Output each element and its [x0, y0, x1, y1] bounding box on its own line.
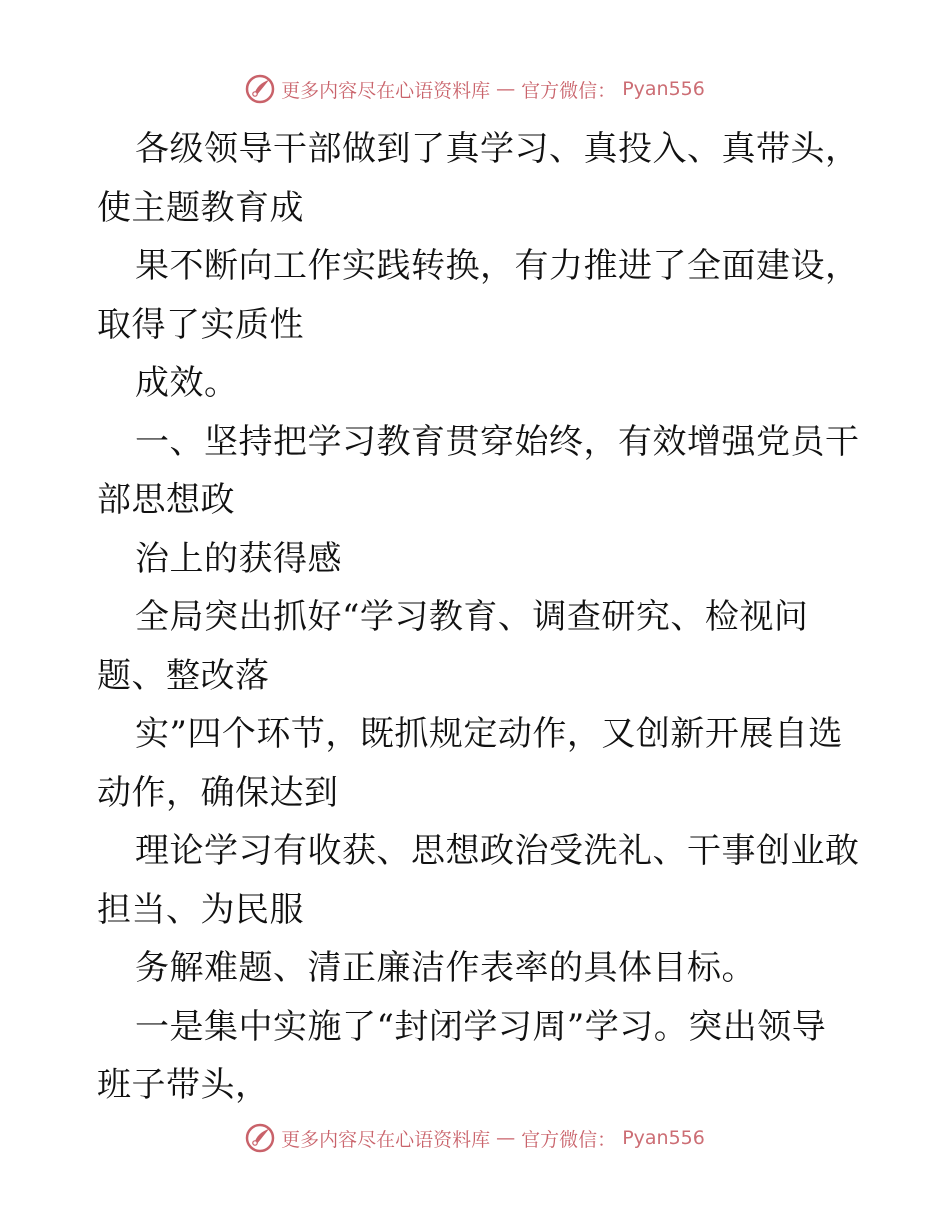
footer-watermark — [0, 1123, 950, 1153]
watermark-dash: — — [496, 1127, 516, 1149]
text-line: 治上的获得感 — [135, 538, 342, 579]
brand-logo-icon — [245, 74, 275, 104]
text-line: 部思想政 — [97, 480, 235, 520]
watermark-dash: — — [496, 78, 516, 100]
watermark-text: 更多内容尽在心语资料库 — [281, 79, 491, 102]
text-line: 各级领导干部做到了真学习、真投入、真带头， — [135, 129, 860, 169]
text-line: 全局突出抓好“学习教育、调查研究、检视问 — [135, 597, 809, 637]
text-line: 使主题教育成 — [97, 187, 304, 228]
header-watermark — [0, 74, 950, 104]
text-line: 果不断向工作实践转换，有力推进了全面建设， — [135, 246, 860, 286]
text-line: 取得了实质性 — [97, 304, 304, 345]
watermark-wechat-id: Pyan556 — [622, 1127, 705, 1149]
text-line: 一是集中实施了“封闭学习周”学习。突出领导 — [135, 1006, 827, 1047]
watermark-text: 更多内容尽在心语资料库 — [281, 1128, 491, 1151]
text-line: 动作，确保达到 — [97, 772, 339, 813]
text-line: 理论学习有收获、思想政治受洗礼、干事创业敢 — [135, 831, 860, 871]
text-line: 一、坚持把学习教育贯穿始终，有效增强党员干 — [135, 421, 860, 462]
document-body — [97, 120, 860, 1115]
brand-logo-icon — [245, 1123, 275, 1153]
watermark-label: 官方微信： — [521, 79, 617, 102]
text-line: 务解难题、清正廉洁作表率的具体目标。 — [135, 948, 756, 988]
text-line: 题、整改落 — [97, 655, 270, 696]
text-line: 担当、为民服 — [97, 889, 304, 930]
watermark-wechat-id: Pyan556 — [622, 78, 705, 100]
text-line: 实”四个环节，既抓规定动作，又创新开展自选 — [135, 714, 843, 754]
text-line: 成效。 — [135, 363, 239, 403]
text-line: 班子带头， — [97, 1065, 270, 1105]
watermark-label: 官方微信： — [521, 1128, 617, 1151]
